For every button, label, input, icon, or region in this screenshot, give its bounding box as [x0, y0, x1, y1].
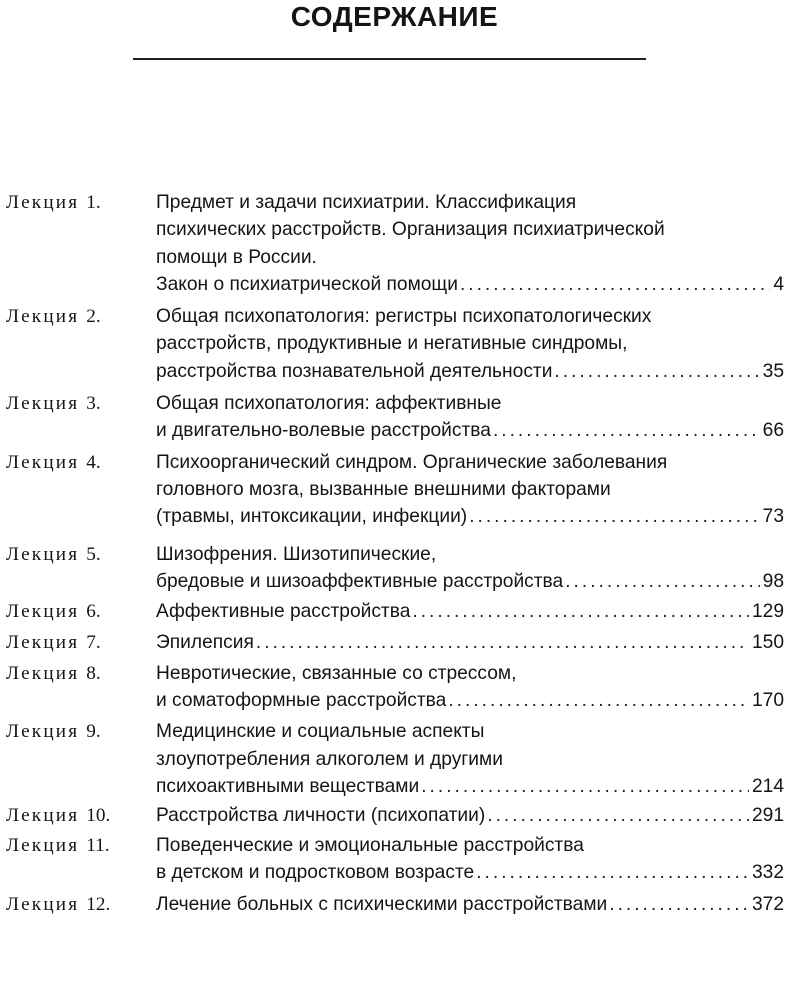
lecture-title: Общая психопатология: аффективные и двигательно-волевые расстройства ..... 66	[156, 390, 784, 445]
lecture-label: Лекция 11.	[6, 834, 110, 856]
dot-leader	[476, 859, 749, 886]
toc-entry-lecture-5[interactable]	[6, 541, 784, 596]
lecture-title: Поведенческие и эмоциональные расстройства в детском и подростковом возрасте ..... 332	[156, 832, 784, 887]
lecture-title: Психоорганический синдром. Органические заболевания головного мозга, вызванные внешними факторами (травмы, интоксикации, инфекции) ..... 73	[156, 449, 784, 531]
toc-entry-lecture-1[interactable]	[6, 189, 784, 298]
toc-entry-lecture-9[interactable]	[6, 718, 784, 800]
page-number: 170	[751, 690, 784, 712]
page-title: СОДЕРЖАНИЕ	[290, 1, 499, 32]
lecture-label: Лекция 12.	[6, 894, 111, 916]
toc-entry-lecture-3[interactable]	[6, 390, 784, 445]
dot-leader	[412, 598, 749, 625]
toc-entry-lecture-11[interactable]	[6, 832, 784, 887]
lecture-title: Общая психопатология: регистры психопатологических расстройств, продуктивные и негативные синдромы, расстройства познавательной деятельности ..... 35	[156, 303, 784, 385]
toc-entry-lecture-12[interactable]	[6, 891, 784, 918]
page-number: 214	[751, 775, 784, 797]
lecture-title: Лечение больных с психическими расстройствами ..... 372	[156, 891, 784, 918]
lecture-label: Лекция 3.	[6, 393, 101, 415]
toc-entry-lecture-7[interactable]	[6, 629, 784, 656]
lecture-label: Лекция 2.	[6, 306, 101, 328]
page-number: 150	[751, 632, 784, 654]
dot-leader	[554, 358, 759, 385]
page-number: 98	[762, 570, 784, 592]
toc-entry-lecture-6[interactable]	[6, 598, 784, 625]
lecture-title: Эпилепсия ..... 150	[156, 629, 784, 656]
lecture-title: Невротические, связанные со стрессом, и соматоформные расстройства ..... 170	[156, 660, 784, 715]
lecture-title: Шизофрения. Шизотипические, бредовые и шизоаффективные расстройства ..... 98	[156, 541, 784, 596]
dot-leader	[487, 802, 749, 829]
dot-leader	[493, 417, 760, 444]
page-number: 4	[773, 273, 784, 295]
toc-entry-lecture-10[interactable]	[6, 802, 784, 829]
lecture-title: Медицинские и социальные аспекты злоупотребления алкоголем и другими психоактивными веществами ..... 214	[156, 718, 784, 800]
lecture-title: Расстройства личности (психопатии) ..... 291	[156, 802, 784, 829]
dot-leader	[609, 891, 749, 918]
dot-leader	[256, 629, 749, 656]
toc-entry-lecture-2[interactable]	[6, 303, 784, 385]
lecture-label: Лекция 6.	[6, 601, 101, 623]
lecture-label: Лекция 4.	[6, 451, 101, 473]
dot-leader	[469, 503, 759, 530]
dot-leader	[460, 271, 770, 298]
page-number: 35	[762, 360, 784, 382]
dot-leader	[421, 773, 749, 800]
lecture-title: Предмет и задачи психиатрии. Классификация психических расстройств. Организация психиатрической помощи в России. Закон о психиатрической помощи ..... 4	[156, 189, 784, 298]
toc-entry-lecture-8[interactable]	[6, 660, 784, 715]
page-number: 129	[751, 601, 784, 623]
page-number: 73	[762, 506, 784, 528]
table-of-contents	[6, 189, 784, 918]
lecture-label: Лекция 9.	[6, 721, 101, 743]
lecture-label: Лекция 5.	[6, 543, 101, 565]
lecture-label: Лекция 7.	[6, 632, 101, 654]
lecture-label: Лекция 1.	[6, 192, 101, 213]
dot-leader	[565, 568, 759, 595]
lecture-label: Лекция 10.	[6, 805, 111, 827]
page-number: 291	[751, 805, 784, 827]
lecture-title: Аффективные расстройства ..... 129	[156, 598, 784, 625]
title-divider	[133, 58, 646, 60]
page-number: 332	[751, 861, 784, 883]
toc-entry-lecture-4[interactable]	[6, 449, 784, 531]
lecture-label: Лекция 8.	[6, 662, 101, 684]
dot-leader	[448, 687, 749, 714]
page-number: 66	[762, 420, 784, 442]
page-number: 372	[751, 894, 784, 916]
